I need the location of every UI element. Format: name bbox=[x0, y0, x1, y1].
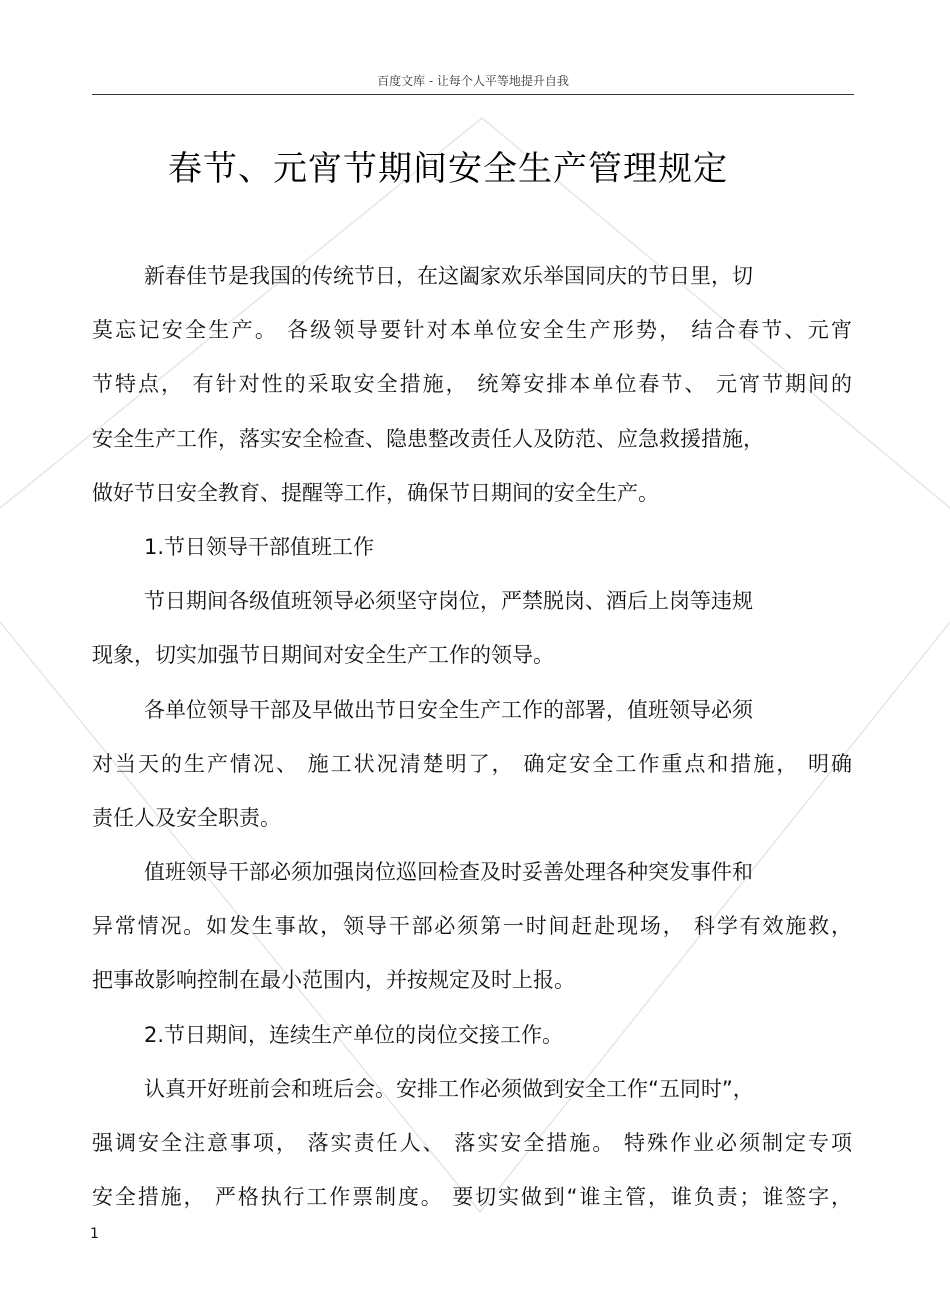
page-header bbox=[92, 72, 854, 95]
body-line: 做好节日安全教育、提醒等工作，确保节日期间的安全生产。 bbox=[92, 480, 659, 505]
body-line: 安全生产工作，落实安全检查、隐患整改责任人及防范、应急救援措施， bbox=[92, 426, 764, 451]
body-line: 把事故影响控制在最小范围内，并按规定及时上报。 bbox=[92, 968, 575, 993]
document-title: 春节、元宵节期间安全生产管理规定 bbox=[168, 149, 728, 189]
body-line: 值班领导干部必须加强岗位巡回检查及时妥善处理各种突发事件和 bbox=[144, 860, 753, 885]
header-text: 百度文库 - 让每个人平等地提升自我 bbox=[377, 74, 569, 88]
body-line: 对当天的生产情况、 施工状况清楚明了， 确定安全工作重点和措施， 明确 bbox=[92, 751, 852, 776]
body-line: 强调安全注意事项， 落实责任人、 落实安全措施。 特殊作业必须制定专项 bbox=[92, 1131, 852, 1155]
body-line: 节特点， 有针对性的采取安全措施， 统筹安排本单位春节、 元宵节期间的 bbox=[92, 372, 852, 397]
body-line: 安全措施， 严格执行工作票制度。 要切实做到“谁主管，谁负责；谁签字， bbox=[92, 1185, 852, 1210]
body-line: 莫忘记安全生产。 各级领导要针对本单位安全生产形势， 结合春节、元宵 bbox=[92, 318, 852, 343]
body-line: 新春佳节是我国的传统节日，在这阖家欢乐举国同庆的节日里，切 bbox=[144, 264, 753, 288]
body-line: 各单位领导干部及早做出节日安全生产工作的部署，值班领导必须 bbox=[144, 697, 753, 722]
page-number: 1 bbox=[90, 1226, 99, 1242]
section-heading: 2.节日期间，连续生产单位的岗位交接工作。 bbox=[144, 1022, 564, 1047]
body-line: 异常情况。如发生事故，领导干部必须第一时间赶赴现场， 科学有效施救， bbox=[92, 914, 852, 939]
body-line: 节日期间各级值班领导必须坚守岗位，严禁脱岗、酒后上岗等违规 bbox=[144, 589, 753, 614]
section-heading: 1.节日领导干部值班工作 bbox=[144, 534, 375, 559]
body-line: 现象，切实加强节日期间对安全生产工作的领导。 bbox=[92, 643, 554, 668]
body-line: 认真开好班前会和班后会。安排工作必须做到安全工作“五同时”， bbox=[144, 1076, 754, 1101]
body-line: 责任人及安全职责。 bbox=[92, 805, 281, 830]
document-body bbox=[92, 254, 852, 1229]
